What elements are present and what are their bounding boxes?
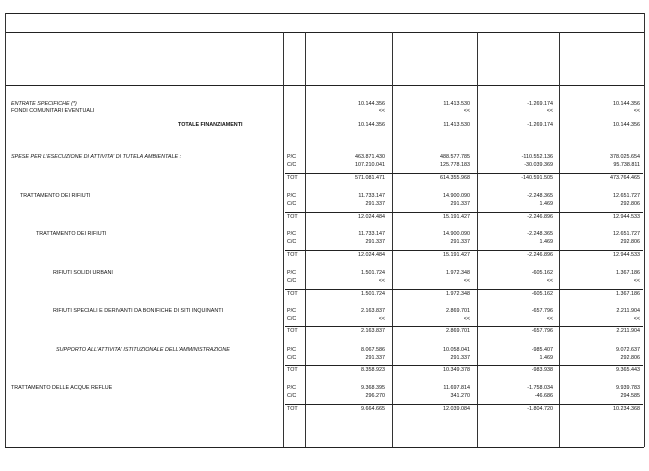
data-cell: -2.246.896 [527, 214, 553, 220]
entrata-cell: -1.269.174 [527, 101, 553, 107]
total-separator [285, 404, 643, 405]
data-cell: 2.869.701 [446, 308, 470, 314]
data-cell: 291.337 [450, 355, 470, 361]
data-cell: 378.025.654 [610, 154, 640, 160]
data-cell: 1.469 [539, 355, 553, 361]
row-code: P/C [287, 347, 296, 353]
data-cell: 291.337 [365, 239, 385, 245]
data-cell: 1.501.724 [361, 270, 385, 276]
data-cell: 12.944.533 [613, 214, 640, 220]
row-code: TOT [287, 328, 298, 334]
data-cell: 1.972.348 [446, 270, 470, 276]
data-cell: 8.358.923 [361, 367, 385, 373]
data-cell: << [633, 278, 640, 284]
data-cell: -30.039.369 [524, 162, 553, 168]
data-cell: 291.337 [365, 355, 385, 361]
group-label: TRATTAMENTO DEI RIFIUTI [36, 231, 107, 237]
data-cell: 1.469 [539, 201, 553, 207]
row-code: C/C [287, 278, 297, 284]
col-1-left-line [305, 32, 306, 447]
row-code: TOT [287, 367, 298, 373]
data-cell: 10.234.368 [613, 406, 640, 412]
data-cell: 2.163.837 [361, 308, 385, 314]
data-cell: -985.407 [531, 347, 553, 353]
row-code: C/C [287, 239, 297, 245]
table-right-border [644, 13, 645, 447]
data-cell: 11.733.147 [358, 231, 385, 237]
data-cell: 571.081.471 [355, 175, 385, 181]
row-code: C/C [287, 393, 297, 399]
row-code: TOT [287, 214, 298, 220]
data-cell: 296.270 [365, 393, 385, 399]
col-3-left-line [477, 32, 478, 447]
data-cell: << [378, 278, 385, 284]
data-cell: 294.585 [620, 393, 640, 399]
entrata-cell: 10.144.356 [613, 101, 640, 107]
row-code: TOT [287, 406, 298, 412]
data-cell: -110.552.136 [521, 154, 553, 160]
data-cell: 1.501.724 [361, 291, 385, 297]
data-cell: 8.067.586 [361, 347, 385, 353]
data-cell: 291.337 [450, 201, 470, 207]
data-cell: 1.367.186 [616, 270, 640, 276]
row-code: C/C [287, 201, 297, 207]
data-cell: -657.796 [531, 328, 553, 334]
data-cell: 2.163.837 [361, 328, 385, 334]
data-cell: -983.938 [531, 367, 553, 373]
data-cell: -140.591.505 [521, 175, 553, 181]
data-cell: << [463, 316, 470, 322]
entrata-cell: << [463, 108, 470, 114]
data-cell: 463.871.430 [355, 154, 385, 160]
col-4-left-line [559, 32, 560, 447]
group-label: TRATTAMENTO DELLE ACQUE REFLUE [11, 385, 113, 391]
total-separator [285, 365, 643, 366]
data-cell: -2.248.365 [527, 231, 553, 237]
row-code: TOT [287, 252, 298, 258]
data-cell: 488.577.785 [440, 154, 470, 160]
data-cell: << [378, 316, 385, 322]
total-separator [285, 289, 643, 290]
data-cell: 12.944.533 [613, 252, 640, 258]
group-label: TRATTAMENTO DEI RIFIUTI [20, 193, 91, 199]
table-left-border [5, 13, 6, 447]
data-cell: 10.349.378 [443, 367, 470, 373]
data-cell: -605.162 [531, 270, 553, 276]
row-code: P/C [287, 154, 296, 160]
entrata-cell: -1.269.174 [527, 122, 553, 128]
group-label: RIFIUTI SPECIALI E DERIVANTI DA BONIFICHE DI SITI INQUINANTI [53, 308, 224, 314]
data-cell: 292.806 [620, 239, 640, 245]
entrata-cell: << [633, 108, 640, 114]
entrata-row-label: TOTALE FINANZIAMENTI [178, 122, 243, 128]
group-label: SUPPORTO ALL'ATTIVITA' ISTITUZIONALE DELL'AMMINISTRAZIONE [56, 347, 230, 353]
group-label: SPESE PER L'ESECUZIONE DI ATTIVITA' DI TUTELA AMBIENTALE : [11, 154, 182, 160]
total-separator [285, 212, 643, 213]
data-cell: 9.939.783 [616, 385, 640, 391]
entrata-row-label: ENTRATE SPECIFICHE (*) [11, 101, 77, 107]
data-cell: 2.211.904 [616, 328, 640, 334]
data-cell: -46.686 [534, 393, 553, 399]
group-label: RIFIUTI SOLIDI URBANI [53, 270, 113, 276]
data-cell: 107.210.041 [355, 162, 385, 168]
data-cell: << [633, 316, 640, 322]
data-cell: 9.368.395 [361, 385, 385, 391]
data-cell: 292.806 [620, 355, 640, 361]
data-cell: 12.039.084 [443, 406, 470, 412]
row-code: P/C [287, 308, 296, 314]
data-cell: 473.764.465 [610, 175, 640, 181]
data-cell: 9.664.665 [361, 406, 385, 412]
data-cell: 614.355.968 [440, 175, 470, 181]
col-2-left-line [392, 32, 393, 447]
data-cell: 9.072.637 [616, 347, 640, 353]
total-separator [285, 326, 643, 327]
row-code: P/C [287, 193, 296, 199]
data-cell: 291.337 [450, 239, 470, 245]
row-code: C/C [287, 316, 297, 322]
entrata-cell: << [546, 108, 553, 114]
data-cell: 341.270 [450, 393, 470, 399]
data-cell: -2.246.896 [527, 252, 553, 258]
data-cell: 1.469 [539, 239, 553, 245]
row-code: C/C [287, 162, 297, 168]
table-bottom-border [5, 447, 644, 448]
data-cell: 291.337 [365, 201, 385, 207]
data-cell: 12.024.484 [358, 252, 385, 258]
data-cell: << [546, 316, 553, 322]
row-code: C/C [287, 355, 297, 361]
data-cell: 1.367.186 [616, 291, 640, 297]
data-cell: << [463, 278, 470, 284]
data-cell: 14.900.090 [443, 193, 470, 199]
row-code: P/C [287, 231, 296, 237]
data-cell: 11.697.814 [443, 385, 470, 391]
row-code: TOT [287, 291, 298, 297]
data-cell: -605.162 [531, 291, 553, 297]
entrata-cell: << [378, 108, 385, 114]
data-cell: 125.778.183 [440, 162, 470, 168]
data-cell: 15.191.427 [443, 252, 470, 258]
data-cell: 12.024.484 [358, 214, 385, 220]
data-cell: -657.796 [531, 308, 553, 314]
data-cell: 95.738.811 [613, 162, 640, 168]
data-cell: 15.191.427 [443, 214, 470, 220]
data-cell: 14.900.090 [443, 231, 470, 237]
entrata-row-label: FONDI COMUNITARI EVENTUALI [11, 108, 95, 114]
code-col-left-line [283, 32, 284, 447]
data-cell: -1.804.720 [527, 406, 553, 412]
data-cell: 2.869.701 [446, 328, 470, 334]
row-code: P/C [287, 385, 296, 391]
row-code: P/C [287, 270, 296, 276]
row-code: TOT [287, 175, 298, 181]
data-cell: 11.733.147 [358, 193, 385, 199]
data-cell: 2.211.904 [616, 308, 640, 314]
data-cell: << [546, 278, 553, 284]
data-cell: 292.806 [620, 201, 640, 207]
data-cell: 1.972.348 [446, 291, 470, 297]
entrata-cell: 10.144.356 [613, 122, 640, 128]
data-cell: -1.758.034 [527, 385, 553, 391]
total-separator [285, 250, 643, 251]
data-cell: -2.248.365 [527, 193, 553, 199]
header-bottom-border [5, 85, 644, 86]
entrata-cell: 11.413.530 [443, 101, 470, 107]
entrata-cell: 11.413.530 [443, 122, 470, 128]
data-cell: 10.058.041 [443, 347, 470, 353]
total-separator [285, 173, 643, 174]
data-cell: 12.651.727 [613, 231, 640, 237]
entrata-cell: 10.144.356 [358, 101, 385, 107]
table-top-border [5, 13, 644, 14]
data-cell: 12.651.727 [613, 193, 640, 199]
title-bottom-border [5, 32, 644, 33]
entrata-cell: 10.144.356 [358, 122, 385, 128]
data-cell: 9.365.443 [616, 367, 640, 373]
